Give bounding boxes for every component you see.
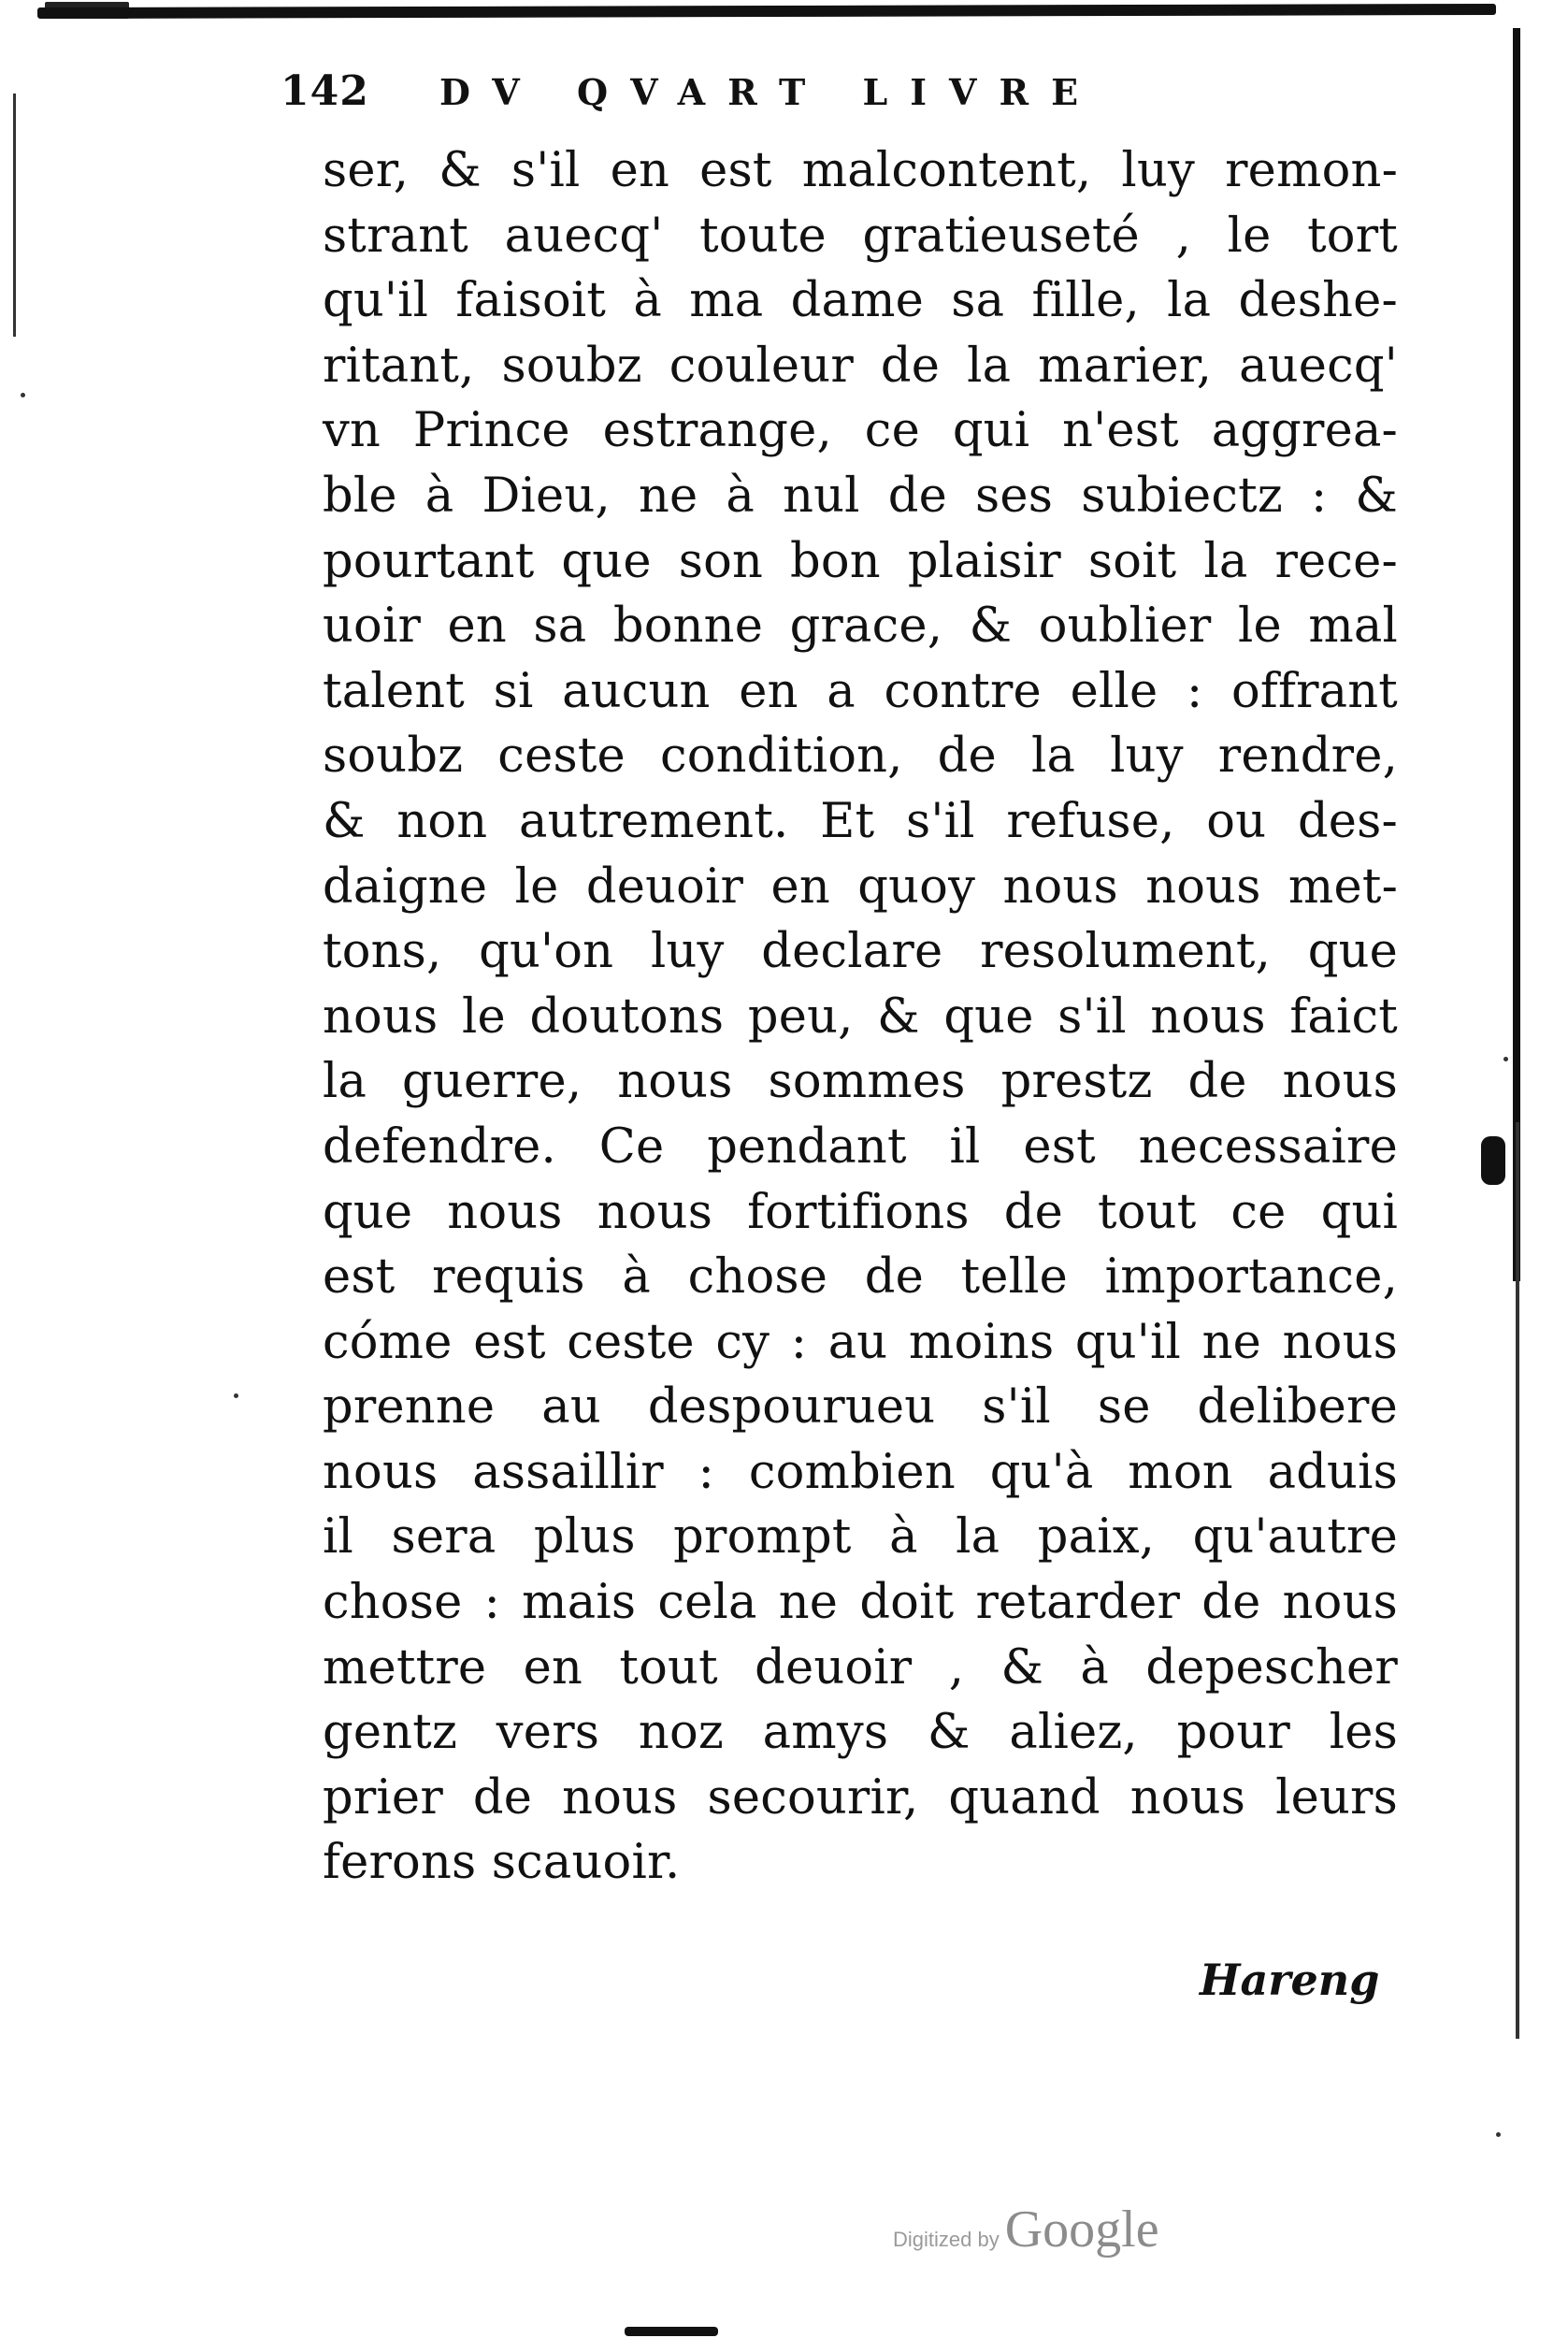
- text-line: pourtant que son bon plaisir soit la rece-: [323, 533, 1398, 589]
- text-line: mettre en tout deuoir , & à depescher: [323, 1639, 1398, 1696]
- text-line: est requis à chose de telle importance,: [323, 1249, 1398, 1306]
- text-line: ritant, soubz couleur de la marier, auecq': [323, 338, 1398, 394]
- text-line: ble à Dieu, ne à nul de ses subiectz : &: [323, 468, 1398, 524]
- running-head: [281, 67, 1272, 133]
- text-line: soubz ceste condition, de la luy rendre,: [323, 729, 1398, 785]
- right-scan-border-lower: [1516, 1122, 1519, 2039]
- text-line: nous le doutons peu, & que s'il nous faict: [323, 989, 1398, 1045]
- text-line: daigne le deuoir en quoy nous nous met-: [323, 859, 1398, 915]
- catchword: Hareng: [1200, 1955, 1380, 2005]
- text-line: que nous nous fortifions de tout ce qui: [323, 1184, 1398, 1240]
- ink-blot: [1481, 1136, 1505, 1185]
- text-line: uoir en sa bonne grace, & oublier le mal: [323, 599, 1398, 655]
- text-line: ser, & s'il en est malcontent, luy remon-: [323, 143, 1398, 198]
- running-title: DV QVART LIVRE: [439, 71, 1101, 113]
- speck: [21, 393, 25, 397]
- speck: [1496, 2132, 1501, 2137]
- text-line: il sera plus prompt à la paix, qu'autre: [323, 1509, 1398, 1566]
- text-line: defendre. Ce pendant il est necessaire: [323, 1118, 1398, 1175]
- text-line: cóme est ceste cy : au moins qu'il ne nous: [323, 1314, 1398, 1370]
- digitized-watermark: [893, 2200, 1159, 2259]
- watermark-prefix: Digitized by: [893, 2228, 1000, 2251]
- speck: [1503, 1057, 1508, 1061]
- text-line: tons, qu'on luy declare resolument, que: [323, 924, 1398, 980]
- bottom-scan-mark: [625, 2327, 718, 2336]
- text-line: qu'il faisoit à ma dame sa fille, la deshe-: [323, 273, 1398, 329]
- left-scan-edge: [0, 94, 16, 337]
- text-line: prier de nous secourir, quand nous leurs: [323, 1769, 1398, 1826]
- body-text: [323, 138, 1398, 1896]
- text-line: chose : mais cela ne doit retarder de nous: [323, 1575, 1398, 1631]
- text-line: vn Prince estrange, ce qui n'est aggrea-: [323, 403, 1398, 459]
- speck: [234, 1393, 238, 1398]
- right-scan-border: [1513, 28, 1520, 1281]
- watermark-brand-logo: Google: [1004, 2201, 1159, 2259]
- text-line: nous assaillir : combien qu'à mon aduis: [323, 1444, 1398, 1500]
- text-line: prenne au despourueu s'il se delibere: [323, 1379, 1398, 1436]
- top-scan-border: [37, 4, 1496, 19]
- page-number: 142: [281, 67, 369, 115]
- text-line: gentz vers noz amys & aliez, pour les: [323, 1705, 1398, 1761]
- text-line: strant auecq' toute gratieuseté , le tort: [323, 208, 1398, 264]
- text-line: & non autrement. Et s'il refuse, ou des-: [323, 793, 1398, 849]
- text-line: talent si aucun en a contre elle : offrant: [323, 663, 1398, 719]
- text-line-last: ferons scauoir.: [323, 1835, 681, 1891]
- text-line: la guerre, nous sommes prestz de nous: [323, 1054, 1398, 1110]
